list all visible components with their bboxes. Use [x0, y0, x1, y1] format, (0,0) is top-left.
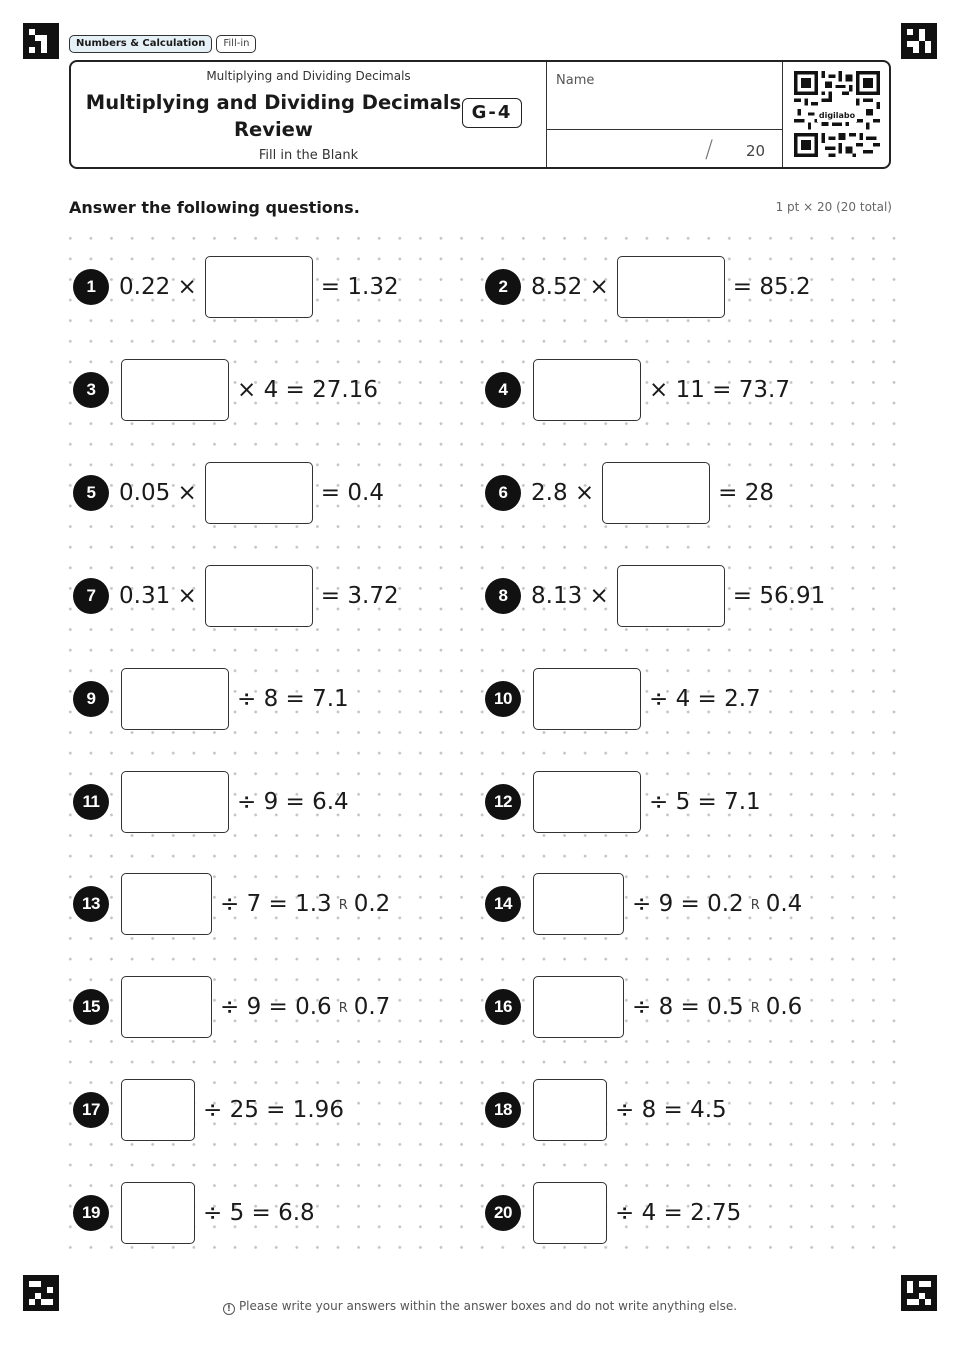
question-number: 13: [73, 886, 109, 922]
remainder-label: R: [338, 897, 348, 913]
header-subtitle: Multiplying and Dividing Decimals: [206, 69, 411, 83]
expr-before: 2.8 ×: [531, 480, 595, 506]
expr-before: 8.13 ×: [531, 583, 609, 609]
answer-box[interactable]: [121, 1182, 195, 1244]
question-expression: [121, 1181, 315, 1245]
question-number: 20: [485, 1195, 521, 1231]
question-expression: [533, 358, 790, 422]
expr-before: 0.31 ×: [119, 583, 197, 609]
question-expression: [121, 1078, 344, 1142]
score-total: 20: [746, 142, 766, 160]
expr-after: = 0.4: [320, 480, 384, 506]
answer-box[interactable]: [205, 462, 313, 524]
question-expression: [533, 667, 761, 731]
format-tag: Fill-in: [216, 35, 256, 53]
question-number: 8: [485, 578, 521, 614]
question-number: 11: [73, 784, 109, 820]
question-number: 18: [485, 1092, 521, 1128]
question-number: 17: [73, 1092, 109, 1128]
remainder-value: 0.6: [765, 994, 803, 1020]
answer-box[interactable]: [533, 771, 641, 833]
question-expression: [533, 975, 802, 1039]
name-score-divider: [547, 129, 783, 130]
question-number: 2: [485, 269, 521, 305]
answer-box[interactable]: [121, 976, 212, 1038]
answer-box[interactable]: [533, 976, 624, 1038]
corner-marker-top-right: [901, 23, 937, 59]
expr-after: ÷ 8 = 4.5: [615, 1097, 727, 1123]
remainder-label: R: [338, 1000, 348, 1016]
expr-after: ÷ 25 = 1.96: [203, 1097, 344, 1123]
question-number: 10: [485, 681, 521, 717]
question-number: 5: [73, 475, 109, 511]
qr-label: digilabo: [818, 111, 856, 120]
answer-box[interactable]: [617, 256, 725, 318]
expr-after: ÷ 4 = 2.75: [615, 1200, 742, 1226]
expr-after: ÷ 9 = 0.6: [220, 994, 332, 1020]
question-number: 7: [73, 578, 109, 614]
expr-after: ÷ 5 = 6.8: [203, 1200, 315, 1226]
question-expression: [533, 1181, 741, 1245]
question-expression: [121, 872, 390, 936]
answer-box[interactable]: [617, 565, 725, 627]
answer-box[interactable]: [121, 359, 229, 421]
question-number: 14: [485, 886, 521, 922]
remainder-value: 0.7: [353, 994, 391, 1020]
question-number: 9: [73, 681, 109, 717]
footer-note: [0, 1299, 960, 1315]
expr-before: 0.22 ×: [119, 274, 197, 300]
expr-after: × 11 = 73.7: [649, 377, 790, 403]
remainder-value: 0.4: [765, 891, 803, 917]
question-expression: [121, 667, 349, 731]
question-number: 16: [485, 989, 521, 1025]
question-expression: [533, 770, 761, 834]
question-expression: [121, 975, 390, 1039]
score-slash: /: [705, 135, 714, 163]
question-number: 4: [485, 372, 521, 408]
expr-after: ÷ 5 = 7.1: [649, 789, 761, 815]
expr-after: ÷ 9 = 6.4: [237, 789, 349, 815]
expr-after: ÷ 7 = 1.3: [220, 891, 332, 917]
question-expression: [533, 872, 802, 936]
header-title-area: [71, 62, 546, 167]
question-expression: [531, 255, 811, 319]
expr-before: 0.05 ×: [119, 480, 197, 506]
expr-before: 8.52 ×: [531, 274, 609, 300]
worksheet-title: Multiplying and Dividing Decimals Review: [85, 91, 462, 141]
name-label: Name: [556, 73, 595, 88]
info-icon: !: [223, 1303, 235, 1315]
remainder-label: R: [750, 1000, 760, 1016]
answer-box[interactable]: [205, 565, 313, 627]
expr-after: = 3.72: [320, 583, 399, 609]
expr-after: = 56.91: [732, 583, 826, 609]
expr-after: = 28: [718, 480, 775, 506]
category-tag: Numbers & Calculation: [69, 35, 212, 53]
question-expression: [121, 770, 349, 834]
question-number: 3: [73, 372, 109, 408]
worksheet-header: [69, 60, 891, 169]
question-expression: [531, 564, 825, 628]
remainder-label: R: [750, 897, 760, 913]
expr-after: = 1.32: [320, 274, 399, 300]
worksheet-format: Fill in the Blank: [258, 148, 359, 163]
qr-area: [782, 62, 889, 167]
question-expression: [119, 461, 384, 525]
question-expression: [119, 564, 399, 628]
question-number: 1: [73, 269, 109, 305]
question-number: 19: [73, 1195, 109, 1231]
expr-after: ÷ 9 = 0.2: [632, 891, 744, 917]
answer-box[interactable]: [121, 771, 229, 833]
corner-marker-top-left: [23, 23, 59, 59]
points-info: 1 pt × 20 (20 total): [775, 200, 892, 214]
answer-box[interactable]: [533, 1182, 607, 1244]
level-badge: G-4: [462, 98, 522, 128]
category-tags: [69, 35, 256, 53]
answer-box[interactable]: [533, 1079, 607, 1141]
expr-after: × 4 = 27.16: [237, 377, 378, 403]
page-margin-right: [898, 0, 960, 1358]
name-score-area: [546, 62, 782, 167]
expr-after: ÷ 8 = 7.1: [237, 686, 349, 712]
footer-text: Please write your answers within the answer boxes and do not write anything else.: [238, 1299, 738, 1313]
instructions: Answer the following questions.: [69, 198, 360, 217]
answer-box[interactable]: [121, 873, 212, 935]
answer-box[interactable]: [533, 668, 641, 730]
expr-after: ÷ 8 = 0.5: [632, 994, 744, 1020]
remainder-value: 0.2: [353, 891, 391, 917]
answer-box[interactable]: [533, 873, 624, 935]
answer-box[interactable]: [205, 256, 313, 318]
answer-box[interactable]: [533, 359, 641, 421]
question-expression: [533, 1078, 727, 1142]
expr-after: = 85.2: [732, 274, 811, 300]
answer-box[interactable]: [121, 668, 229, 730]
expr-after: ÷ 4 = 2.7: [649, 686, 761, 712]
question-expression: [119, 255, 399, 319]
page-margin-left: [0, 0, 62, 1358]
question-number: 15: [73, 989, 109, 1025]
answer-box[interactable]: [602, 462, 710, 524]
question-number: 12: [485, 784, 521, 820]
question-number: 6: [485, 475, 521, 511]
question-expression: [531, 461, 774, 525]
question-expression: [121, 358, 378, 422]
answer-box[interactable]: [121, 1079, 195, 1141]
